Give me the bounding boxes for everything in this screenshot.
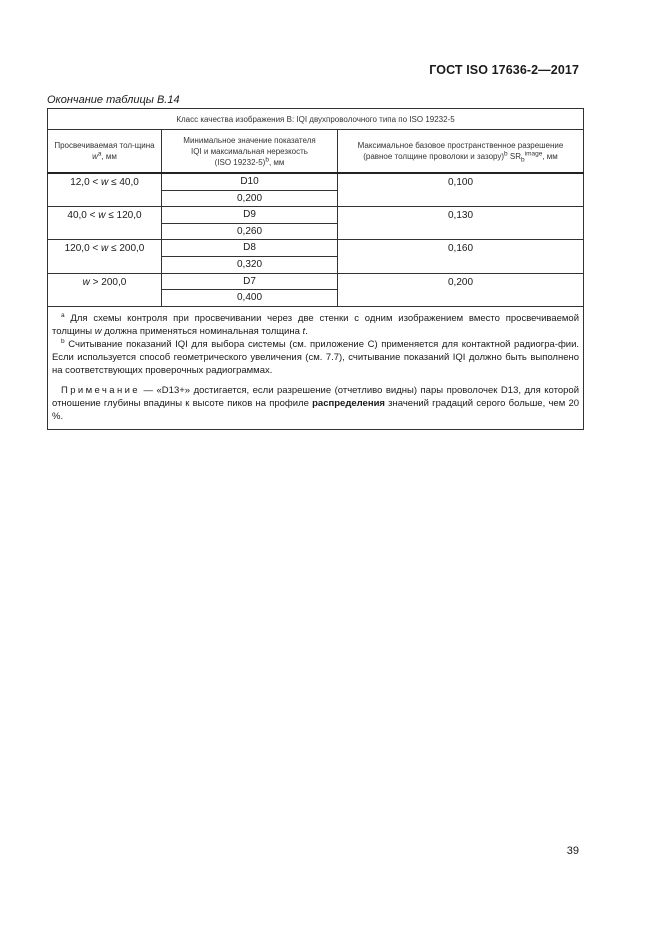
footnote-b: $^b$ Считывание показаний IQI для выбора системы (см. приложение С) применяется для контактной радиогра-фии. Если используется способ геометрического увеличения (см. 7.7), считывание показаний IQI должно быть выполнено на соответствующих проверочных радиограммах. — [52, 337, 580, 376]
thickness-cell: 40,0 < w ≤ 120,0 — [48, 207, 162, 240]
table-title: Класс качества изображения В: IQI двухпроволочного типа по ISO 19232-5 — [48, 109, 584, 130]
thickness-cell: 120,0 < w ≤ 200,0 — [48, 240, 162, 273]
iqi-cell: D10 — [162, 173, 338, 190]
footnote-a: $^a$ Для схемы контроля при просвечивании через две стенки с одним изображением вместо просвечиваемой толщины w должна применяться номинальная толщина t. — [52, 311, 580, 337]
col-header-iqi: Минимальное значение показателя IQI и максимальная нерезкость (ISO 19232-5)$^b$, мм — [162, 130, 338, 174]
table-row — [48, 173, 584, 190]
resolution-cell: 0,160 — [338, 240, 584, 273]
unsharpness-cell: 0,260 — [162, 223, 338, 240]
standard-designation: ГОСТ ISO 17636-2—2017 — [429, 63, 579, 77]
table-row — [48, 273, 584, 290]
thickness-cell: 12,0 < w ≤ 40,0 — [48, 173, 162, 207]
iqi-cell: D7 — [162, 273, 338, 290]
unsharpness-cell: 0,400 — [162, 290, 338, 307]
table-note: Примечание — «D13+» достигается, если разрешение (отчетливо видны) пары проволочек D13, для которой отношение глубины впадины к высоте пиков на профиле распределения значений градаций серого больше, чем 20 %. — [52, 384, 580, 422]
unsharpness-cell: 0,320 — [162, 256, 338, 273]
resolution-cell: 0,200 — [338, 273, 584, 306]
iqi-table — [47, 108, 584, 430]
resolution-cell: 0,100 — [338, 173, 584, 207]
iqi-cell: D9 — [162, 207, 338, 224]
col-header-resolution: Максимальное базовое пространственное разрешение (равное толщине проволоки и зазору)$^b$ $SR_b^{image}$, мм — [338, 130, 584, 174]
table-notes — [48, 306, 584, 429]
table-caption: Окончание таблицы B.14 — [47, 94, 180, 106]
table-b14-continuation — [47, 108, 583, 430]
iqi-cell: D8 — [162, 240, 338, 257]
page-number: 39 — [566, 845, 579, 857]
resolution-cell: 0,130 — [338, 207, 584, 240]
thickness-cell: w > 200,0 — [48, 273, 162, 306]
col-header-thickness: Просвечиваемая тол-щина $w^a$, мм — [48, 130, 162, 174]
table-row — [48, 207, 584, 224]
unsharpness-cell: 0,200 — [162, 190, 338, 207]
table-row — [48, 240, 584, 257]
